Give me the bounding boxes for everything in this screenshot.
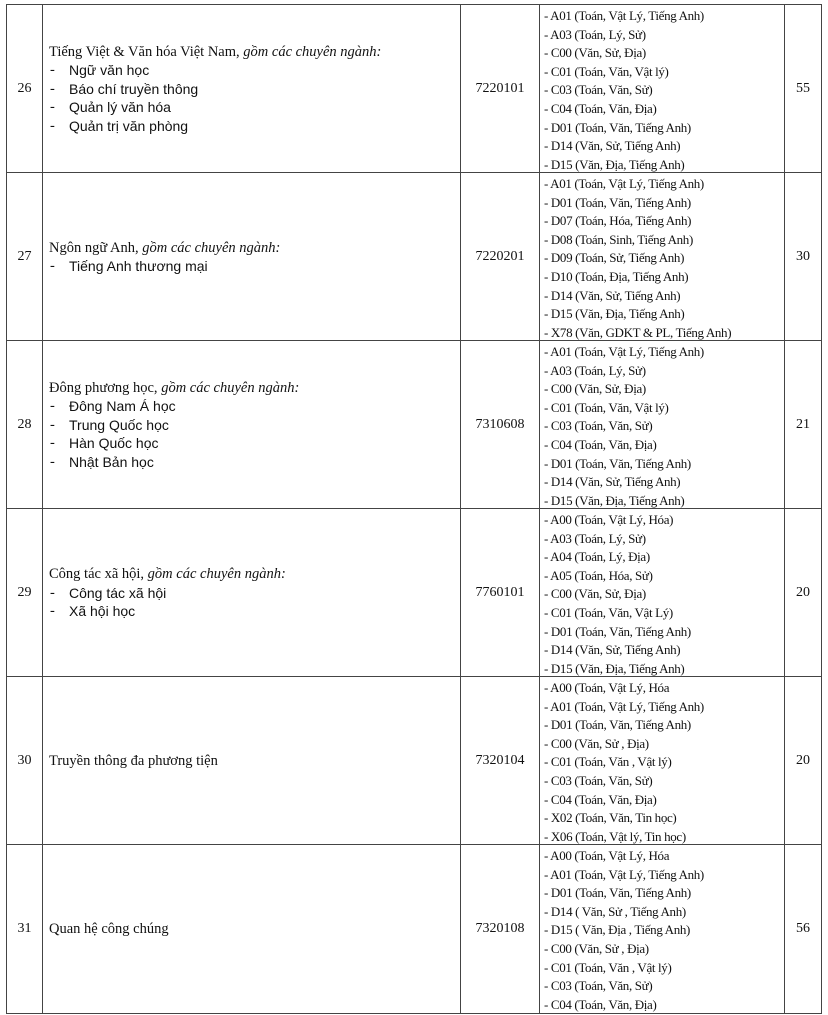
combination-item: - C01 (Toán, Văn, Vật lý) [544,63,669,79]
combination-item: - D14 (Văn, Sử, Tiếng Anh) [544,474,681,490]
specialization-label: Quản lý văn hóa [69,99,171,116]
combination-item: - D15 (Văn, Địa, Tiếng Anh) [544,306,685,322]
combination-item: - D01 (Toán, Văn, Tiếng Anh) [544,119,691,135]
combination-item: - D14 (Văn, Sử, Tiếng Anh) [544,642,681,658]
specialization-label: Quản trị văn phòng [69,117,189,134]
program-suffix: gồm các chuyên ngành: [147,566,286,583]
bullet-dash: - [50,62,55,79]
specialization-label: Công tác xã hội [69,584,167,601]
bullet-dash: - [50,416,55,433]
combination-item: - D15 (Văn, Địa, Tiếng Anh) [544,660,685,676]
combination-item: - D14 (Văn, Sử, Tiếng Anh) [544,138,681,154]
combination-item: - C00 (Văn, Sử , Địa) [544,940,649,956]
subject-combinations [539,677,784,845]
combination-item: - A01 (Toán, Vật Lý, Tiếng Anh) [544,866,704,882]
specialization-item [49,416,460,435]
combination-item: - D07 (Toán, Hóa, Tiếng Anh) [544,213,692,229]
combination-item: - C03 (Toán, Văn, Sử) [544,418,653,434]
subject-combinations [539,845,784,1013]
quota: 55 [784,5,822,173]
combination-item: - A01 (Toán, Vật Lý, Tiếng Anh) [544,176,704,191]
table-row [6,172,822,341]
combination-item: - A00 (Toán, Vật Lý, Hóa) [544,512,674,527]
combination-item: - D09 (Toán, Sử, Tiếng Anh) [544,250,685,266]
combination-item: - D01 (Toán, Văn, Tiếng Anh) [544,885,691,901]
combination-item: - C03 (Toán, Văn, Sử) [544,978,653,994]
quota: 20 [784,677,822,845]
combination-item: - A03 (Toán, Lý, Sử) [544,530,646,546]
combination-item: - C04 (Toán, Văn, Địa) [544,996,657,1012]
bullet-dash: - [50,117,55,134]
specialization-label: Hàn Quốc học [69,435,159,452]
quota: 21 [784,341,822,509]
program-name: Tiếng Việt & Văn hóa Việt Nam, gồm các chuyên ngành: [49,43,382,60]
specialization-label: Xã hội học [69,603,136,620]
combination-item: - C00 (Văn, Sử, Địa) [544,381,646,397]
combination-item: - D14 ( Văn, Sử , Tiếng Anh) [544,903,686,919]
combination-item: - D15 (Văn, Địa, Tiếng Anh) [544,492,685,508]
program-name: Truyền thông đa phương tiện [49,752,218,769]
combination-item: - D10 (Toán, Địa, Tiếng Anh) [544,268,689,284]
combination-item: - A00 (Toán, Vật Lý, Hóa [544,848,670,863]
row-number: 27 [6,173,42,341]
combination-item: - D01 (Toán, Văn, Tiếng Anh) [544,194,691,210]
combination-item: - C00 (Văn, Sử , Địa) [544,735,649,751]
specialization-label: Nhật Bản học [69,453,154,470]
program-cell [42,677,460,845]
combination-item: - A01 (Toán, Vật Lý, Tiếng Anh) [544,344,704,359]
subject-combinations [539,509,784,677]
combination-item: - C01 (Toán, Văn , Vật lý) [544,959,672,975]
program-suffix: gồm các chuyên ngành: [161,379,300,396]
combination-item: - A05 (Toán, Hóa, Sử) [544,567,653,583]
specialization-item [49,61,460,80]
combination-item: - X78 (Văn, GDKT & PL, Tiếng Anh) [544,324,732,340]
combination-item: - A03 (Toán, Lý, Sử) [544,362,646,378]
combination-item: - C00 (Văn, Sử, Địa) [544,586,646,602]
specialization-item [49,98,460,117]
bullet-dash: - [50,99,55,116]
subject-combinations [539,341,784,509]
combination-item: - C03 (Toán, Văn, Sử) [544,82,653,98]
specialization-item [49,257,460,276]
program-name: Đông phương học, gồm các chuyên ngành: [49,379,300,396]
program-code: 7310608 [460,341,539,509]
program-code: 7320104 [460,677,539,845]
program-code: 7220201 [460,173,539,341]
bullet-dash: - [50,584,55,601]
program-cell [42,173,460,341]
subject-combinations [539,5,784,173]
combination-item: - C01 (Toán, Văn, Vật lý) [544,399,669,415]
bullet-dash: - [50,398,55,415]
specialization-label: Đông Nam Á học [69,398,176,415]
specialization-item [49,453,460,472]
bullet-dash: - [50,453,55,470]
row-number: 29 [6,509,42,677]
program-cell [42,5,460,173]
combination-item: - C04 (Toán, Văn, Địa) [544,100,657,116]
combination-item: - A00 (Toán, Vật Lý, Hóa [544,680,670,695]
combination-item: - D15 ( Văn, Địa , Tiếng Anh) [544,922,690,938]
combination-item: - D15 (Văn, Địa, Tiếng Anh) [544,156,685,172]
combination-item: - X06 (Toán, Vật lý, Tin học) [544,828,686,844]
combination-item: - C04 (Toán, Văn, Địa) [544,791,657,807]
table-row [6,4,822,173]
specialization-item [49,602,460,621]
row-number: 30 [6,677,42,845]
program-suffix: gồm các chuyên ngành: [142,239,281,256]
program-name: Quan hệ công chúng [49,920,169,937]
specialization-label: Trung Quốc học [69,416,169,433]
program-suffix: gồm các chuyên ngành: [243,43,382,60]
row-number: 28 [6,341,42,509]
program-name: Ngôn ngữ Anh, gồm các chuyên ngành: [49,239,281,256]
quota: 20 [784,509,822,677]
specialization-item [49,80,460,99]
combination-item: - D01 (Toán, Văn, Tiếng Anh) [544,455,691,471]
combination-item: - D01 (Toán, Văn, Tiếng Anh) [544,623,691,639]
bullet-dash: - [50,258,55,274]
combination-item: - C01 (Toán, Văn, Vật Lý) [544,604,673,620]
specialization-item [49,117,460,136]
row-number: 26 [6,5,42,173]
combination-item: - C01 (Toán, Văn , Vật lý) [544,754,672,770]
specialization-label: Báo chí truyền thông [69,80,199,97]
combination-item: - X02 (Toán, Văn, Tin học) [544,810,677,826]
bullet-dash: - [50,80,55,97]
program-cell [42,845,460,1013]
table-row [6,340,822,509]
specialization-label: Tiếng Anh thương mại [69,258,208,274]
table-row [6,508,822,677]
bullet-dash: - [50,435,55,452]
table-row [6,676,822,845]
combination-item: - A01 (Toán, Vật Lý, Tiếng Anh) [544,8,704,23]
combination-item: - C04 (Toán, Văn, Địa) [544,436,657,452]
combination-item: - D14 (Văn, Sử, Tiếng Anh) [544,287,681,303]
program-cell [42,509,460,677]
specialization-item [49,434,460,453]
bullet-dash: - [50,603,55,620]
combination-item: - C00 (Văn, Sử, Địa) [544,45,646,61]
program-cell [42,341,460,509]
program-code: 7320108 [460,845,539,1013]
specialization-item [49,397,460,416]
program-code: 7760101 [460,509,539,677]
combination-item: - A03 (Toán, Lý, Sử) [544,26,646,42]
combination-item: - A04 (Toán, Lý, Địa) [544,549,650,565]
program-name: Công tác xã hội, gồm các chuyên ngành: [49,566,286,583]
subject-combinations [539,173,784,341]
quota: 56 [784,845,822,1013]
combination-item: - D08 (Toán, Sinh, Tiếng Anh) [544,231,693,247]
program-code: 7220101 [460,5,539,173]
combination-item: - D01 (Toán, Văn, Tiếng Anh) [544,717,691,733]
combination-item: - C03 (Toán, Văn, Sử) [544,772,653,788]
row-number: 31 [6,845,42,1013]
combination-item: - A01 (Toán, Vật Lý, Tiếng Anh) [544,698,704,714]
quota: 30 [784,173,822,341]
specialization-label: Ngữ văn học [69,62,150,79]
admissions-table [6,4,822,1013]
specialization-item [49,584,460,603]
table-row [6,844,822,1014]
